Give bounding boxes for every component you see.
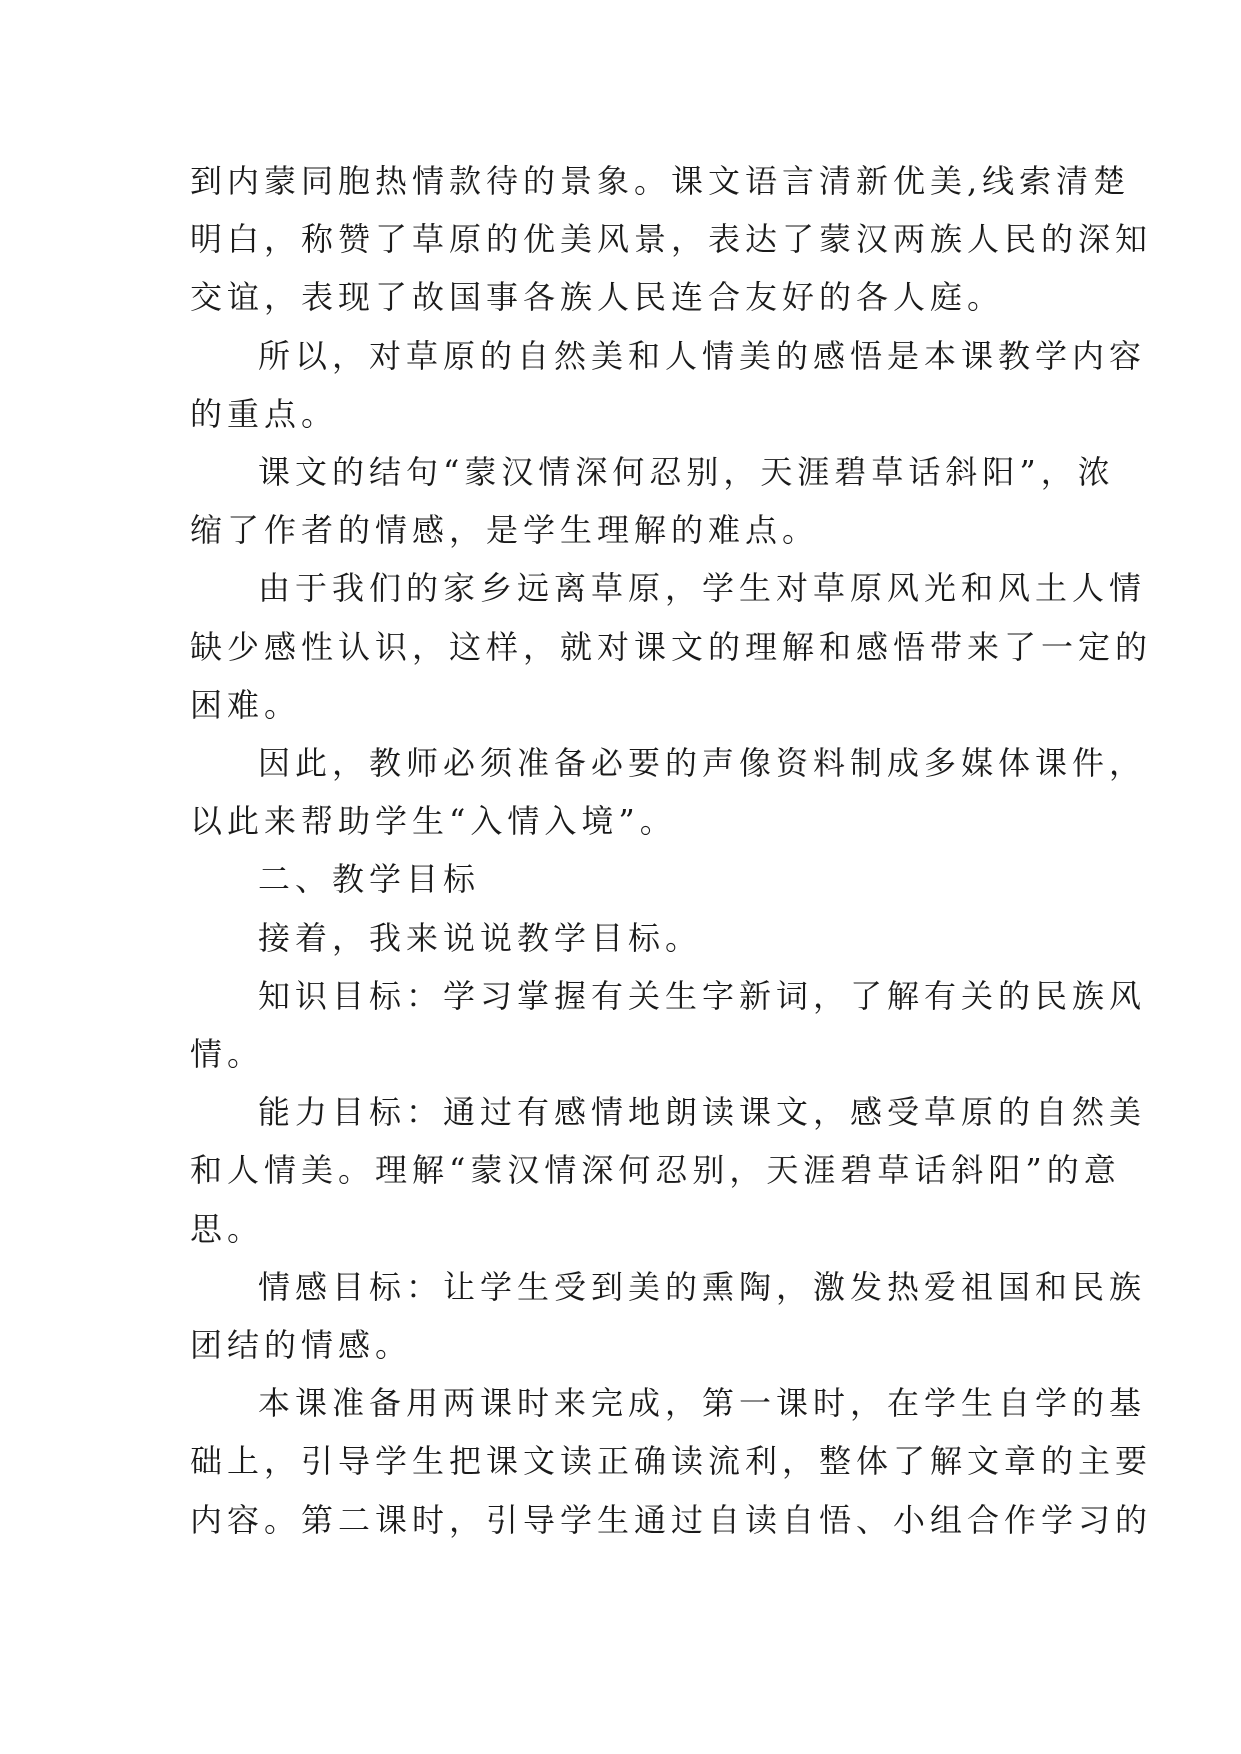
text-line: 以此来帮助学生“入情入境”。 (190, 802, 677, 841)
text-line: 知识目标：学习掌握有关生字新词，了解有关的民族风 (258, 976, 1147, 1015)
document-body (190, 152, 1153, 1549)
text-line: 因此，教师必须准备必要的声像资料制成多媒体课件， (258, 744, 1147, 783)
text-line: 二、教学目标 (258, 860, 481, 899)
text-line: 困难。 (190, 685, 302, 724)
text-line: 情。 (190, 1035, 265, 1074)
text-line: 由于我们的家乡远离草原，学生对草原风光和风土人情 (258, 569, 1147, 608)
text-line: 础上，引导学生把课文读正确读流利，整体了解文章的主要 (190, 1442, 1153, 1481)
text-line: 的重点。 (190, 394, 339, 433)
text-line: 本课准备用两课时来完成，第一课时，在学生自学的基 (258, 1384, 1147, 1423)
text-line: 缩了作者的情感，是学生理解的难点。 (190, 511, 820, 550)
text-line: 和人情美。理解“蒙汉情深何忍别，天涯碧草话斜阳”的意 (190, 1151, 1121, 1190)
text-line: 内容。第二课时，引导学生通过自读自悟、小组合作学习的 (190, 1500, 1153, 1539)
text-line: 课文的结句“蒙汉情深何忍别，天涯碧草话斜阳”，浓 (258, 453, 1115, 492)
text-line: 明白，称赞了草原的优美风景，表达了蒙汉两族人民的深知 (190, 220, 1153, 259)
text-line: 所以，对草原的自然美和人情美的感悟是本课教学内容 (258, 336, 1147, 375)
text-line: 能力目标：通过有感情地朗读课文，感受草原的自然美 (258, 1093, 1147, 1132)
text-line: 团结的情感。 (190, 1326, 413, 1365)
text-line: 接着，我来说说教学目标。 (258, 918, 703, 957)
text-line: 交谊，表现了故国事各族人民连合友好的各人庭。 (190, 278, 1005, 317)
text-line: 到内蒙同胞热情款待的景象。课文语言清新优美,线索清楚 (190, 162, 1131, 200)
text-line: 情感目标：让学生受到美的熏陶，激发热爱祖国和民族 (258, 1267, 1147, 1306)
text-line: 缺少感性认识，这样，就对课文的理解和感悟带来了一定的 (190, 627, 1153, 666)
text-line: 思。 (190, 1209, 265, 1248)
